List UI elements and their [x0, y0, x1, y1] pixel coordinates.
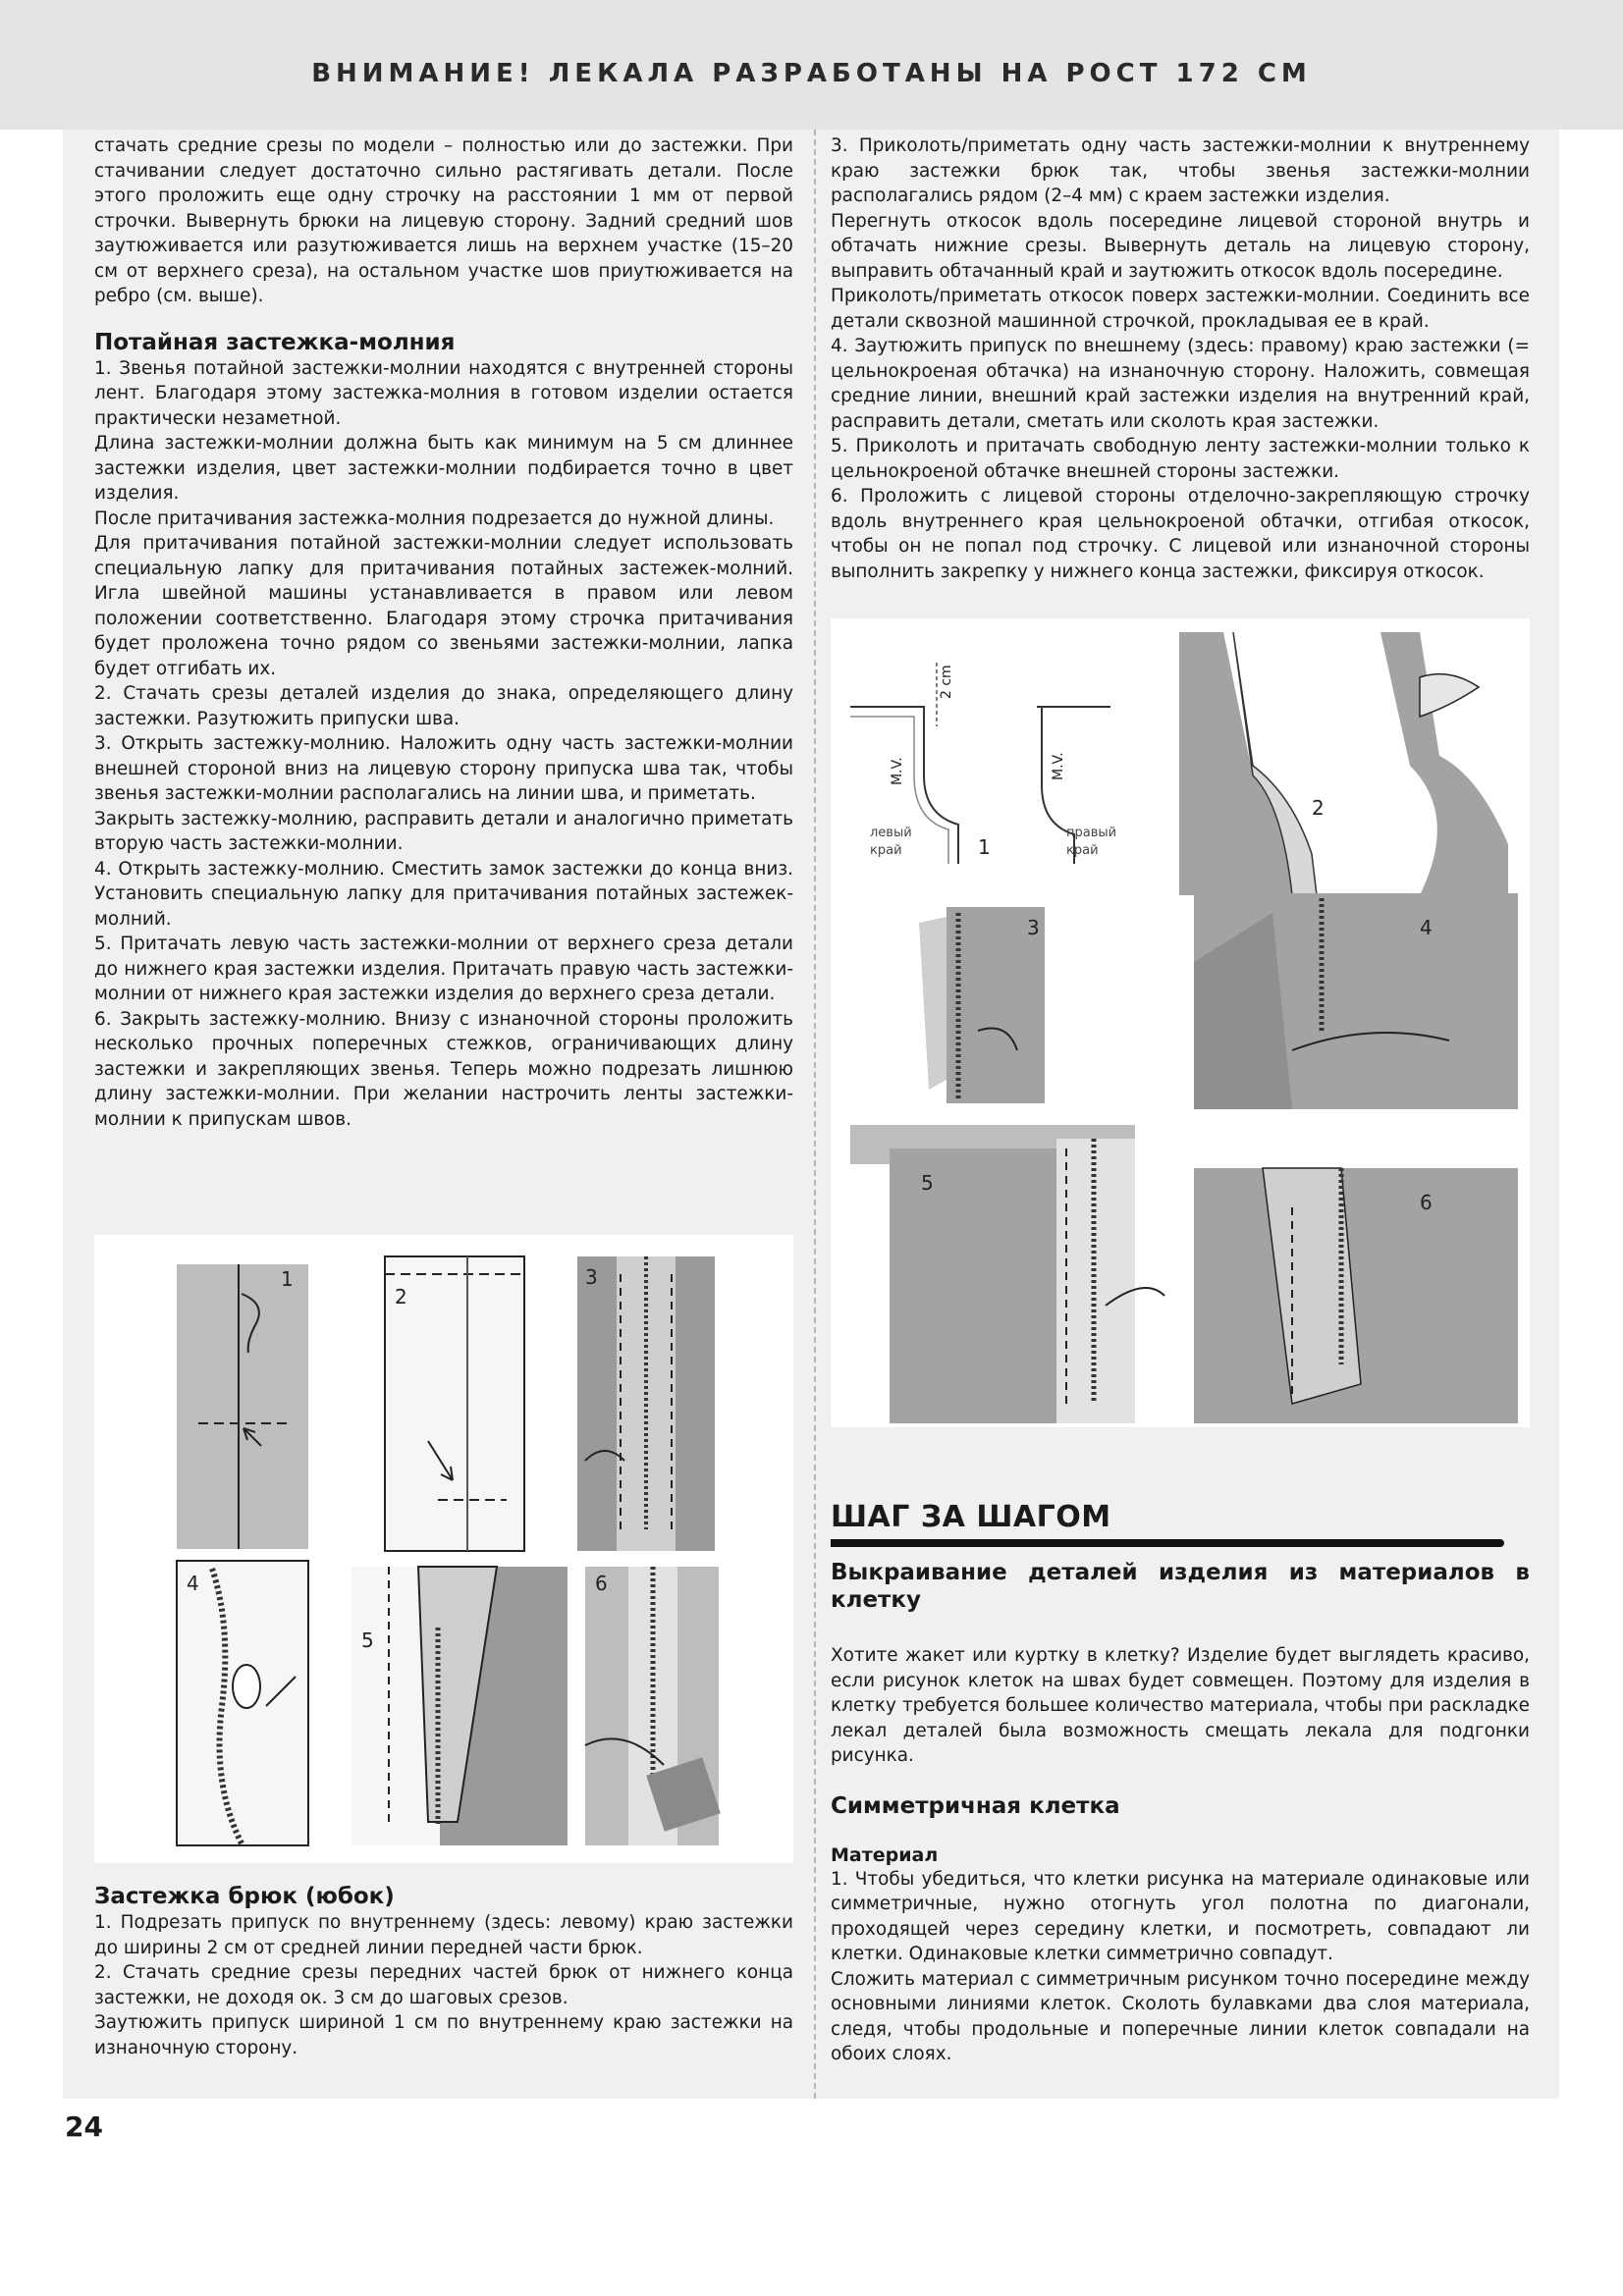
fly-step-6-drawing	[1194, 1168, 1518, 1423]
zipper-paragraph: Длина застежки-молнии должна быть как минимум на 5 см длиннее застежки изделия, цвет застежки-молнии подбирается точно в цвет изделия.	[94, 433, 793, 504]
step-by-step-title: ШАГ ЗА ШАГОМ	[831, 1500, 1111, 1534]
page-header	[0, 0, 1623, 130]
zipper-paragraph: Закрыть застежку-молнию, расправить детали и аналогично приметать вторую часть застежки-молнии.	[94, 808, 793, 854]
fig-label: 5	[361, 1629, 374, 1652]
material-paragraph: 1. Чтобы убедиться, что клетки рисунка на материале одинаковые или симметричные, нужно отогнуть угол полотна по диагонали, проходящей через середину клетки, и посмотреть, совпадают ли клетки. Одинаковые клетки симметрично совпадут.	[831, 1868, 1530, 1964]
trousers-paragraph: 2. Стачать средние срезы передних частей брюк от нижнего конца застежки, не доходя ок. 3 см до шаговых срезов.	[94, 1962, 793, 2008]
material-paragraph: Сложить материал с симметричным рисунком точно посередине между основными линиями клеток. Сколоть булавками два слоя материала, следя, чтобы продольные и поперечные линии клеток совпадали на обоих слоях.	[831, 1968, 1530, 2064]
step-4-drawing	[177, 1561, 308, 1845]
fig-number: 1	[978, 835, 991, 859]
fly-step-4-drawing	[1194, 893, 1518, 1109]
label-right-edge: правый	[1066, 826, 1117, 840]
zipper-paragraph: 5. Притачать левую часть застежки-молнии от верхнего среза детали до нижнего края застежки изделия. Притачать правую часть застежки-молнии от нижнего края застежки изделия до верхнего среза детали.	[94, 934, 793, 1004]
fig-label: 1	[281, 1267, 294, 1291]
fig-number: 3	[1027, 916, 1040, 939]
step-2-drawing	[385, 1256, 524, 1551]
fly-step-5-drawing	[850, 1125, 1164, 1423]
trousers-paragraph: 1. Подрезать припуск по внутреннему (здесь: левому) краю застежки до ширины 2 см от средней линии передней части брюк.	[94, 1912, 793, 1958]
zipper-paragraph: 4. Открыть застежку-молнию. Сместить замок застежки до конца вниз. Установить специальную лапку для притачивания потайных застежек-молний.	[94, 858, 793, 930]
cutting-heading: Выкраивание деталей изделия из материалов в клетку	[831, 1560, 1530, 1613]
symmetric-heading: Симметричная клетка	[831, 1792, 1120, 1819]
label-left-edge: край	[870, 843, 902, 858]
fig-number: 6	[1420, 1191, 1433, 1214]
step-5-drawing	[352, 1567, 568, 1845]
trousers-paragraph: Заутюжить припуск шириной 1 см по внутреннему краю застежки на изнаночную сторону.	[94, 2012, 793, 2058]
fig-label: 6	[595, 1572, 608, 1595]
label-2cm: 2 cm	[939, 665, 954, 699]
right-column-text	[831, 133, 1530, 584]
left-column-text	[94, 133, 793, 1132]
fig-label: 3	[585, 1265, 598, 1289]
step-1-drawing	[177, 1264, 308, 1549]
fig-number: 2	[1312, 796, 1325, 820]
fig-label: 4	[187, 1572, 199, 1595]
step-6-drawing	[585, 1567, 721, 1845]
zipper-paragraph: 2. Стачать срезы деталей изделия до знака, определяющего длину застежки. Разутюжить припуски шва.	[94, 683, 793, 729]
zipper-paragraph: Для притачивания потайной застежки-молнии следует использовать специальную лапку для притачивания потайных застежек-молний. Игла швейной машины устанавливается в правом или левом положении соответственно. Благодаря этому строчка притачивания будет проложена точно рядом со звеньями застежки-молнии, лапка будет отгибать их.	[94, 533, 793, 679]
fig-label: 2	[395, 1285, 407, 1308]
zipper-paragraph: 3. Открыть застежку-молнию. Наложить одну часть застежки-молнии внешней стороной вниз на лицевую сторону припуска шва так, чтобы звенья застежки-молнии располагались на линии шва, и приметать.	[94, 733, 793, 804]
zipper-paragraph: 1. Звенья потайной застежки-молнии находятся с внутренней стороны лент. Благодаря этому застежка-молния в готовом изделии остается практически незаметной.	[94, 357, 793, 429]
header-title: ВНИМАНИЕ! ЛЕКАЛА РАЗРАБОТАНЫ НА РОСТ 172 СМ	[311, 59, 1312, 88]
trousers-step-paragraph: Приколоть/приметать откосок поверх застежки-молнии. Соединить все детали сквозной машинной строчкой, прокладывая ее в край.	[831, 286, 1530, 332]
label-mv: M.V.	[890, 757, 905, 785]
trousers-step-paragraph: 3. Приколоть/приметать одну часть застежки-молнии к внутреннему краю застежки брюк так, чтобы звенья застежки-молнии располагались рядом (2–4 мм) с краем застежки изделия.	[831, 135, 1530, 206]
zipper-paragraph: 6. Закрыть застежку-молнию. Внизу с изнаночной стороны проложить несколько прочных поперечных стежков, ограничивающих длину застежки и закрепляющих звенья. Теперь можно подрезать лишнюю длину застежки-молнии. При желании настрочить ленты застежки-молнии к припускам швов.	[94, 1008, 793, 1130]
trousers-heading: Застежка брюк (юбок)	[94, 1884, 395, 1909]
fig-number: 4	[1420, 916, 1433, 939]
trousers-step-paragraph: 5. Приколоть и притачать свободную ленту застежки-молнии только к цельнокроеной обтачке внешней стороны застежки.	[831, 436, 1530, 482]
trousers-zipper-figure	[831, 618, 1530, 1427]
zipper-paragraph: После притачивания застежка-молния подрезается до нужной длины.	[94, 507, 775, 529]
check-fabric-section	[831, 1559, 1530, 2067]
cutting-text: Хотите жакет или куртку в клетку? Изделие будет выглядеть красиво, если рисунок клеток на швах будет совмещен. Поэтому для изделия в клетку требуется большее количество материала, чтобы при раскладке лекал деталей была возможность смещать лекала для подгонки рисунка.	[831, 1645, 1530, 1766]
step-title-rule	[831, 1539, 1504, 1547]
hidden-zipper-figure	[94, 1235, 793, 1863]
page-number: 24	[65, 2110, 103, 2143]
step-3-drawing	[577, 1256, 715, 1551]
material-heading: Материал	[831, 1843, 939, 1866]
trousers-section	[94, 1883, 793, 2060]
intro-paragraph: стачать средние срезы по модели – полностью или до застежки. При стачивании следует достаточно сильно растягивать детали. После этого проложить еще одну строчку на расстоянии 1 мм от первой строчки. Вывернуть брюки на лицевую сторону. Задний средний шов заутюживается или разутюживается лишь на верхнем участке (15–20 см от верхнего среза), на остальном участке шов приутюживается на ребро (см. выше).	[94, 135, 793, 306]
label-right-edge: край	[1066, 843, 1099, 858]
fly-step-3-drawing	[919, 907, 1045, 1103]
hidden-zipper-illustration	[94, 1235, 793, 1863]
trousers-step-paragraph: 4. Заутюжить припуск по внешнему (здесь: правому) краю застежки (= цельнокроеная обтачка) на изнаночную сторону. Наложить, совмещая средние линии, внешний край застежки изделия на внутренний край, расправить детали, сметать или сколоть края застежки.	[831, 336, 1530, 432]
zipper-heading: Потайная застежка-молния	[94, 329, 456, 355]
column-divider	[814, 130, 816, 2099]
trousers-zipper-illustration	[831, 618, 1530, 1427]
fig-number: 5	[921, 1171, 934, 1195]
trousers-step-paragraph: 6. Проложить с лицевой стороны отделочно-закрепляющую строчку вдоль внутреннего края цельнокроеной обтачки, отгибая откосок, чтобы он не попал под строчку. С лицевой или изнаночной стороны выполнить закрепку у нижнего конца застежки, фиксируя откосок.	[831, 486, 1530, 582]
trousers-step-paragraph: Перегнуть откосок вдоль посередине лицевой стороной внутрь и обтачать нижние срезы. Вывернуть деталь на лицевую сторону, выправить обтачанный край и заутюжить откосок вдоль посередине.	[831, 210, 1530, 282]
label-mv: M.V.	[1051, 752, 1066, 780]
label-left-edge: левый	[870, 826, 912, 840]
